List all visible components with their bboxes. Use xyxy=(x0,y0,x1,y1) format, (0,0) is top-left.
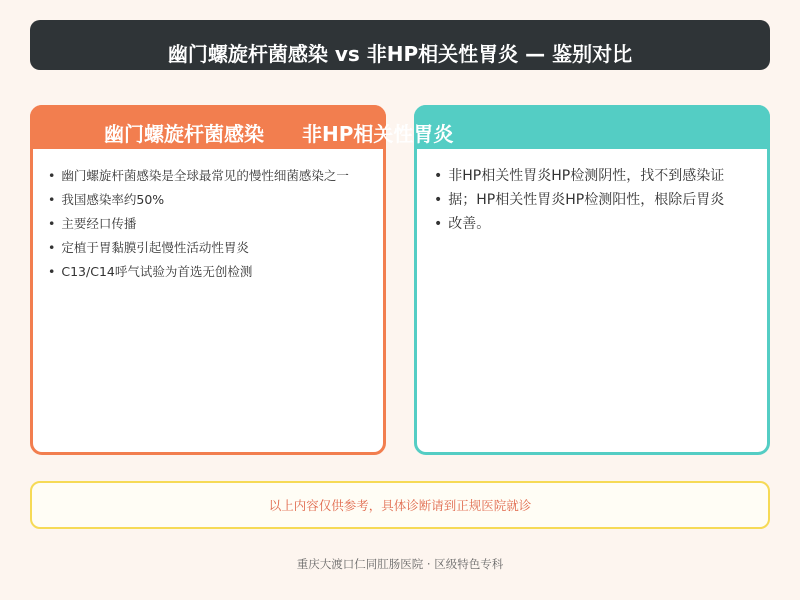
bullet-icon: • xyxy=(434,192,443,208)
list-item-text: 定植于胃黏膜引起慢性活动性胃炎 xyxy=(61,240,249,255)
list-item-text: 改善。 xyxy=(448,216,491,232)
list-item-text: 幽门螺旋杆菌感染是全球最常见的慢性细菌感染之一 xyxy=(61,168,349,183)
non-hp-gastritis-list xyxy=(434,165,770,237)
disclaimer-box xyxy=(30,481,770,529)
list-item xyxy=(48,262,388,286)
non-hp-gastritis-heading: 非HP相关性胃炎 xyxy=(302,122,454,146)
non-hp-gastritis-card xyxy=(414,105,770,455)
list-item xyxy=(48,190,388,214)
list-item xyxy=(434,165,770,189)
bullet-icon: • xyxy=(434,216,443,232)
bullet-icon: • xyxy=(434,168,443,184)
title-banner xyxy=(30,20,770,70)
bullet-icon: • xyxy=(48,264,56,279)
footer-credit: 重庆大渡口仁同肛肠医院 · 区级特色专科 xyxy=(296,557,504,571)
list-item-text: 非HP相关性胃炎HP检测阴性，找不到感染证 xyxy=(448,168,725,184)
disclaimer-text: 以上内容仅供参考，具体诊断请到正规医院就诊 xyxy=(268,498,532,513)
list-item xyxy=(48,166,388,190)
bullet-icon: • xyxy=(48,168,56,183)
list-item-text: 我国感染率约50% xyxy=(61,192,165,207)
page-title: 幽门螺旋杆菌感染 vs 非HP相关性胃炎 — 鉴别对比 xyxy=(167,41,633,66)
list-item-text: 据；HP相关性胃炎HP检测阳性，根除后胃炎 xyxy=(448,192,725,208)
non-hp-gastritis-card-header xyxy=(414,105,770,149)
list-item xyxy=(434,213,770,237)
list-item xyxy=(434,189,770,213)
list-item-text: 主要经口传播 xyxy=(61,216,137,231)
bullet-icon: • xyxy=(48,192,56,207)
list-item xyxy=(48,238,388,262)
bullet-icon: • xyxy=(48,216,56,231)
hp-infection-heading: 幽门螺旋杆菌感染 xyxy=(104,122,264,146)
hp-infection-list xyxy=(48,166,388,286)
list-item-text: C13/C14呼气试验为首选无创检测 xyxy=(61,264,253,279)
list-item xyxy=(48,214,388,238)
bullet-icon: • xyxy=(48,240,56,255)
